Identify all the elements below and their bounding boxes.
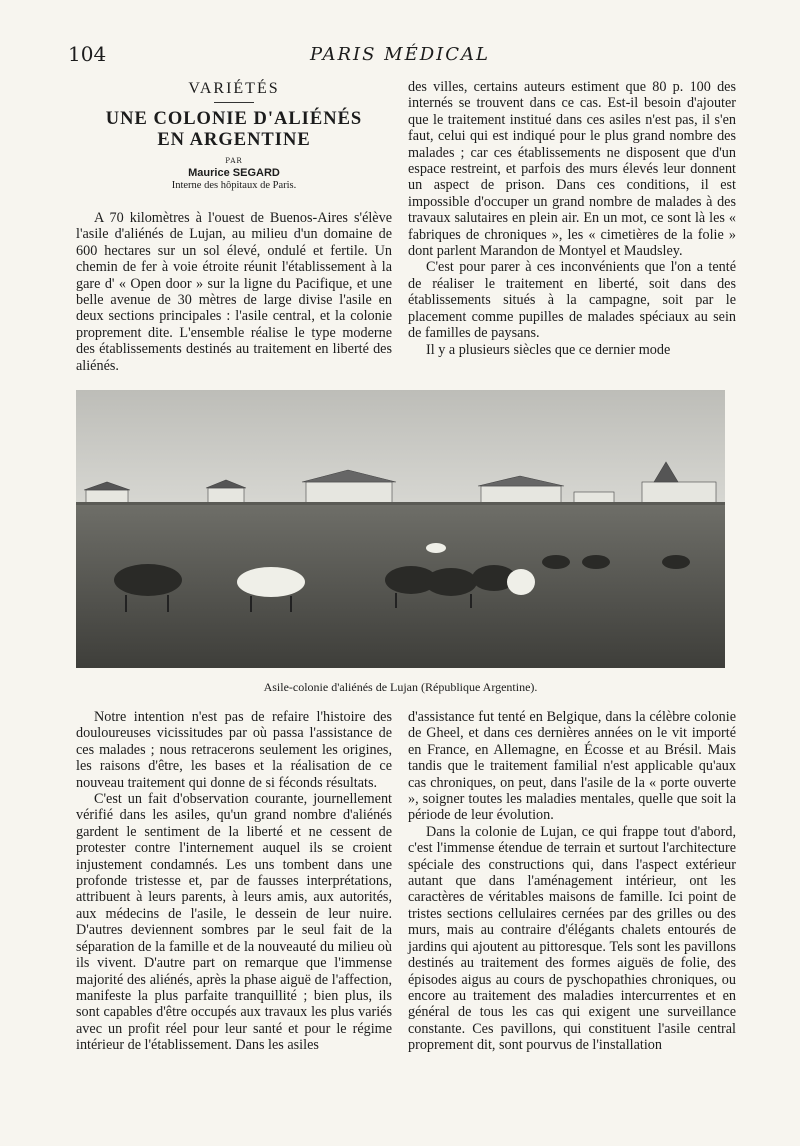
- article-title-line1: UNE COLONIE D'ALIÉNÉS: [105, 109, 363, 129]
- paragraph: C'est un fait d'observation courante, journellement vérifié dans les asiles, qu'un grand nombre d'aliénés gardent le sentiment de la liberté et ne cessent de protester contre l'internement auquel ils se croient injustement condamnés. Les uns tombent dans une profonde tristesse et, par de fausses interprétations, attribuent à leurs parents, à leurs amis, aux autorités, aux médecins de l'asile, le dessein de leur nuire. D'autres deviennent sombres par le seul fait de la séparation de la famille et de la nouveauté du milieu où ils vivent. D'autre part on remarque que l'immense majorité des aliénés, après la phase aiguë de l'affection, manifeste la plus parfaite tranquillité ; bien plus, ils sont capables d'être occupés aux travaux les plus variés avec un profit réel pour leur santé et pour le régime intérieur de l'établissement. Dans les asiles: [76, 791, 392, 1054]
- paragraph: d'assistance fut tenté en Belgique, dans la célèbre colonie de Gheel, et dans ces dernières années on le vit importé en France, en Allemagne, en Écosse et au Brésil. Mais tandis que le traitement familial n'est applicable qu'aux cas chroniques, on peut, dans l'asile de la « porte ouverte », soigner toutes les maladies mentales, quelle que soit la période de leur évolution.: [408, 709, 736, 824]
- paragraph: des villes, certains auteurs estiment que 80 p. 100 des internés se trouvent dans ce cas. Est-il besoin d'ajouter que le traitement institué dans ces asiles n'est pas, il s'en faut, celui qui est indiqué pour le plus grand nombre des malades ; car ces établissements ne disposent que d'un espace restreint, et parfois des murs élevés leur donnent un aspect de prison. Dans ces conditions, il est impossible d'occuper un grand nombre de malades à des travaux salutaires en plein air. En un mot, ce sont là les « fabriques de chroniques », les « cimetières de la folie » dont parlent Marandon de Montyel et Maudsley.: [408, 79, 736, 260]
- paragraph: Dans la colonie de Lujan, ce qui frappe tout d'abord, c'est l'immense étendue de terrain et surtout l'architecture spéciale des constructions qui, dans l'aspect extérieur autant que dans l'aménagement intérieur, ont les caractères de véritables maisons de famille. Ici point de tristes sections cellulaires cernées par des grilles ou des murs, mais au contraire d'élégants chalets entourés de jardins qui ajoutent au pittoresque. Tels sont les pavillons destinés au traitement des formes aiguës de folie, des épisodes aigus au cours de pyschopathies chroniques, ou encore au traitement des maladies intercurrentes et en général de tous les cas qui exigent une surveillance constante. Ces pavillons, qui constituent l'asile central proprement dit, sont pourvus de l'installation: [408, 823, 736, 1054]
- author-name: Maurice SEGARD: [188, 167, 280, 179]
- paragraph: Il y a plusieurs siècles que ce dernier mode: [426, 341, 671, 358]
- column-top-right: [408, 79, 736, 358]
- column-bottom-right: [408, 709, 736, 1054]
- column-top-left: [76, 210, 392, 374]
- byline-par: PAR: [225, 157, 243, 165]
- article-heading: [76, 80, 392, 191]
- rubric: VARIÉTÉS: [188, 80, 280, 97]
- author-affiliation: Interne des hôpitaux de Paris.: [171, 180, 297, 191]
- figure-caption: Asile-colonie d'aliénés de Lujan (République Argentine).: [263, 680, 538, 694]
- paragraph: Notre intention n'est pas de refaire l'histoire des douloureuses vicissitudes par où passa l'assistance de ces malades ; nous retracerons seulement les origines, les raisons d'être, les bases et la réalisation de ce nouveau traitement qui donne de si féconds résultats.: [76, 709, 392, 791]
- paragraph: A 70 kilomètres à l'ouest de Buenos-Aires s'élève l'asile d'aliénés de Lujan, au milieu d'un domaine de 600 hectares sur un sol élevé, ondulé et fertile. Un chemin de fer à voie étroite réunit l'établissement à la gare d' « Open door » sur la ligne du Pacifique, et une belle avenue de 30 mètres de large divise l'asile en deux sections principales : l'asile central, et la colonie proprement dite. L'ensemble réalise le type moderne des établissements destinés au traitement en liberté des aliénés.: [76, 210, 392, 374]
- asylum-photograph: [76, 390, 725, 668]
- article-title-line2: EN ARGENTINE: [157, 130, 311, 150]
- title-rule: [214, 102, 254, 103]
- page-number: 104: [68, 42, 107, 66]
- photo-illustration: [76, 390, 725, 668]
- running-title: PARIS MÉDICAL: [309, 44, 490, 65]
- column-bottom-left: [76, 709, 392, 1054]
- paragraph: C'est pour parer à ces inconvénients que l'on a tenté de réaliser le traitement en liberté, soit dans des établissements situés à la campagne, soit par le placement comme pupilles de malades spéciaux au sein de familles de paysans.: [408, 259, 736, 342]
